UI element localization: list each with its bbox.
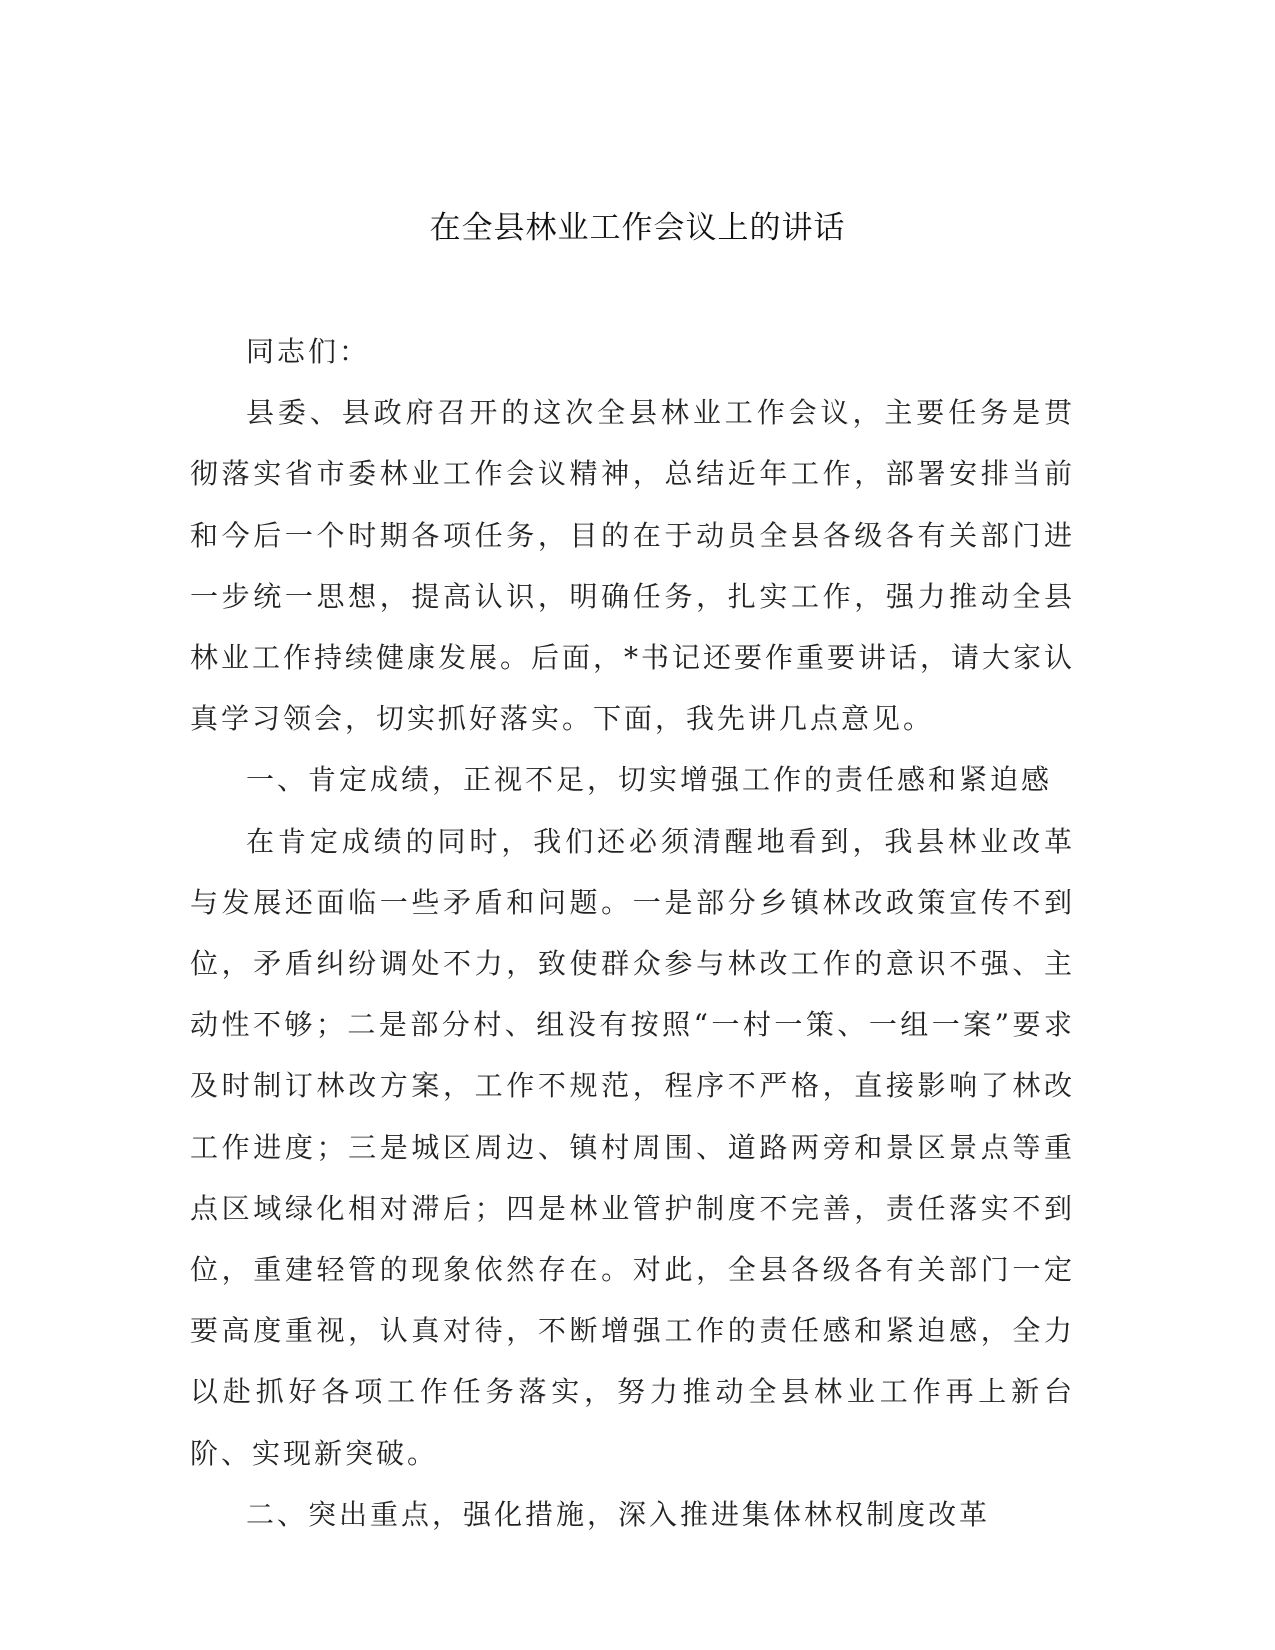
section-heading-2: 二、突出重点，强化措施，深入推进集体林权制度改革 <box>246 1497 991 1531</box>
paragraph-problems: 在肯定成绩的同时，我们还必须清醒地看到，我县林业改革与发展还面临一些矛盾和问题。一是部分乡镇林改政策宣传不到位，矛盾纠纷调处不力，致使群众参与林改工作的意识不强、主动性不够；二是部分村、组没有按照“一村一策、一组一案”要求及时制订林改方案，工作不规范，程序不严格，直接影响了林改工作进度；三是城区周边、镇村周围、道路两旁和景区景点等重点区域绿化相对滞后；四是林业管护制度不完善，责任落实不到位，重建轻管的现象依然存在。对此，全县各级各有关部门一定要高度重视，认真对待，不断增强工作的责任感和紧迫感，全力以赴抓好各项工作任务落实，努力推动全县林业工作再上新台阶、实现新突破。 <box>190 824 1075 1470</box>
document-title: 在全县林业工作会议上的讲话 <box>429 210 846 246</box>
document-body <box>190 321 1075 1545</box>
salutation: 同志们： <box>246 335 371 368</box>
paragraph-intro: 县委、县政府召开的这次全县林业工作会议，主要任务是贯彻落实省市委林业工作会议精神，总结近年工作，部署安排当前和今后一个时期各项任务，目的在于动员全县各级各有关部门进一步统一思想，提高认识，明确任务，扎实工作，强力推动全县林业工作持续健康发展。后面，*书记还要作重要讲话，请大家认真学习领会，切实抓好落实。下面，我先讲几点意见。 <box>190 396 1076 736</box>
section-heading-1: 一、肯定成绩，正视不足，切实增强工作的责任感和紧迫感 <box>246 763 1053 797</box>
